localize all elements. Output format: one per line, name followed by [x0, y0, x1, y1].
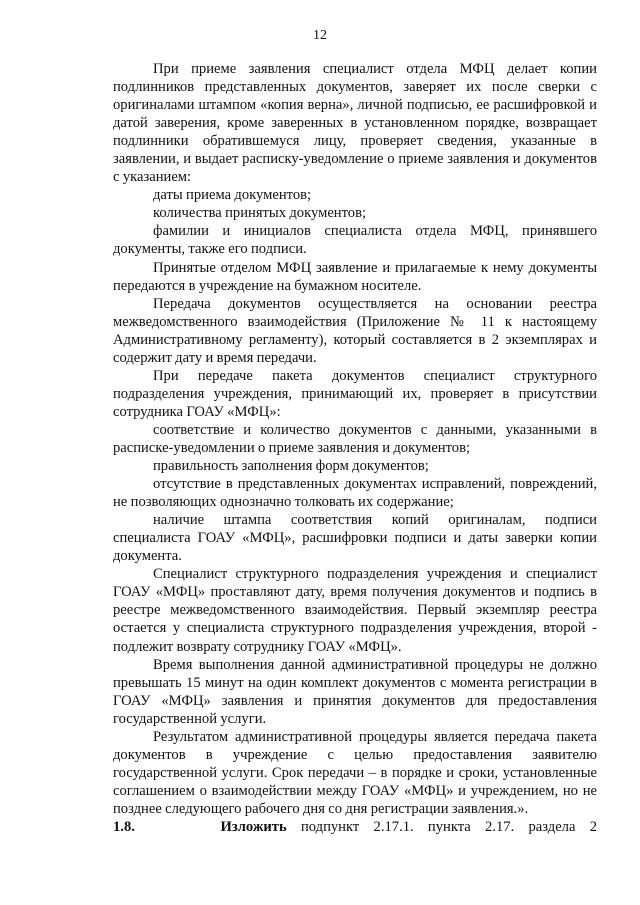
- item-number: 1.8.: [113, 818, 135, 835]
- list-item-document-count: количества принятых документов;: [153, 205, 367, 222]
- paragraph-time-limit: Время выполнения данной административной процедуры не должно превышать 15 минут на один комплект документов с момента регистрации в ГОАУ «МФЦ» заявления и принятия документов для предоставления государственной услуги.: [113, 656, 597, 727]
- document-body: [113, 60, 597, 836]
- list-item-no-corrections: отсутствие в представленных документах исправлений, повреждений, не позволяющих однозначно толковать их содержание;: [113, 476, 597, 511]
- page-number: 12: [313, 28, 327, 43]
- paragraph-package-check: При передаче пакета документов специалист структурного подразделения учреждения, принимающий их, проверяет в присутствии сотрудника ГОАУ «МФЦ»:: [113, 367, 597, 420]
- list-item-acceptance-date: даты приема документов;: [153, 187, 312, 204]
- paragraph-document-acceptance: При приеме заявления специалист отдела МФЦ делает копии подлинников представленных документов, заверяет их после сверки с оригиналами штампом «копия верна», личной подписью, ее расшифровкой и датой заверения, кроме заверенных в установленном порядке, возвращает подлинники обратившемуся лицу, проверяет сведения, указанные в заявлении, и выдает расписку-уведомление о приеме заявления и документов с указанием:: [113, 61, 597, 186]
- item-text: подпункт 2.17.1. пункта 2.17. раздела 2: [300, 818, 597, 835]
- paragraph-registry-signing: Специалист структурного подразделения учреждения и специалист ГОАУ «МФЦ» проставляют дату, время получения документов и подпись в реестре межведомственного взаимодействия. Первый экземпляр реестра остается у специалиста структурного подразделения учреждения, второй - подлежит возврату сотруднику ГОАУ «МФЦ».: [113, 566, 597, 655]
- list-item-stamp-presence: наличие штампа соответствия копий оригиналам, подписи специалиста ГОАУ «МФЦ», расшифровки подписи и даты заверки копии документа.: [113, 512, 597, 565]
- list-item-form-correctness: правильность заполнения форм документов;: [153, 458, 429, 475]
- list-item-compliance: соответствие и количество документов с данными, указанными в расписке-уведомлении о приеме заявления и документов;: [113, 421, 597, 456]
- bleed-through-text: [112, 832, 596, 848]
- paragraph-paper-transfer: Принятые отделом МФЦ заявление и прилагаемые к нему документы передаются в учреждение на бумажном носителе.: [113, 259, 597, 294]
- item-verb: Изложить: [220, 818, 287, 835]
- paragraph-procedure-result: Результатом административной процедуры является передача пакета документов в учреждение с целью предоставления заявителю государственной услуги. Срок передачи – в порядке и сроки, установленные соглашением о взаимодействии между ГОАУ «МФЦ» и учреждением, но не позднее следующего рабочего дня со дня регистрации заявления.».: [113, 728, 597, 817]
- list-item-specialist-name: фамилии и инициалов специалиста отдела МФЦ, принявшего документы, также его подписи.: [113, 223, 597, 258]
- paragraph-registry-transfer: Передача документов осуществляется на основании реестра межведомственного взаимодействия (Приложение № 11 к настоящему Административному регламенту), который составляется в 2 экземплярах и содержит дату и время передачи.: [113, 295, 597, 366]
